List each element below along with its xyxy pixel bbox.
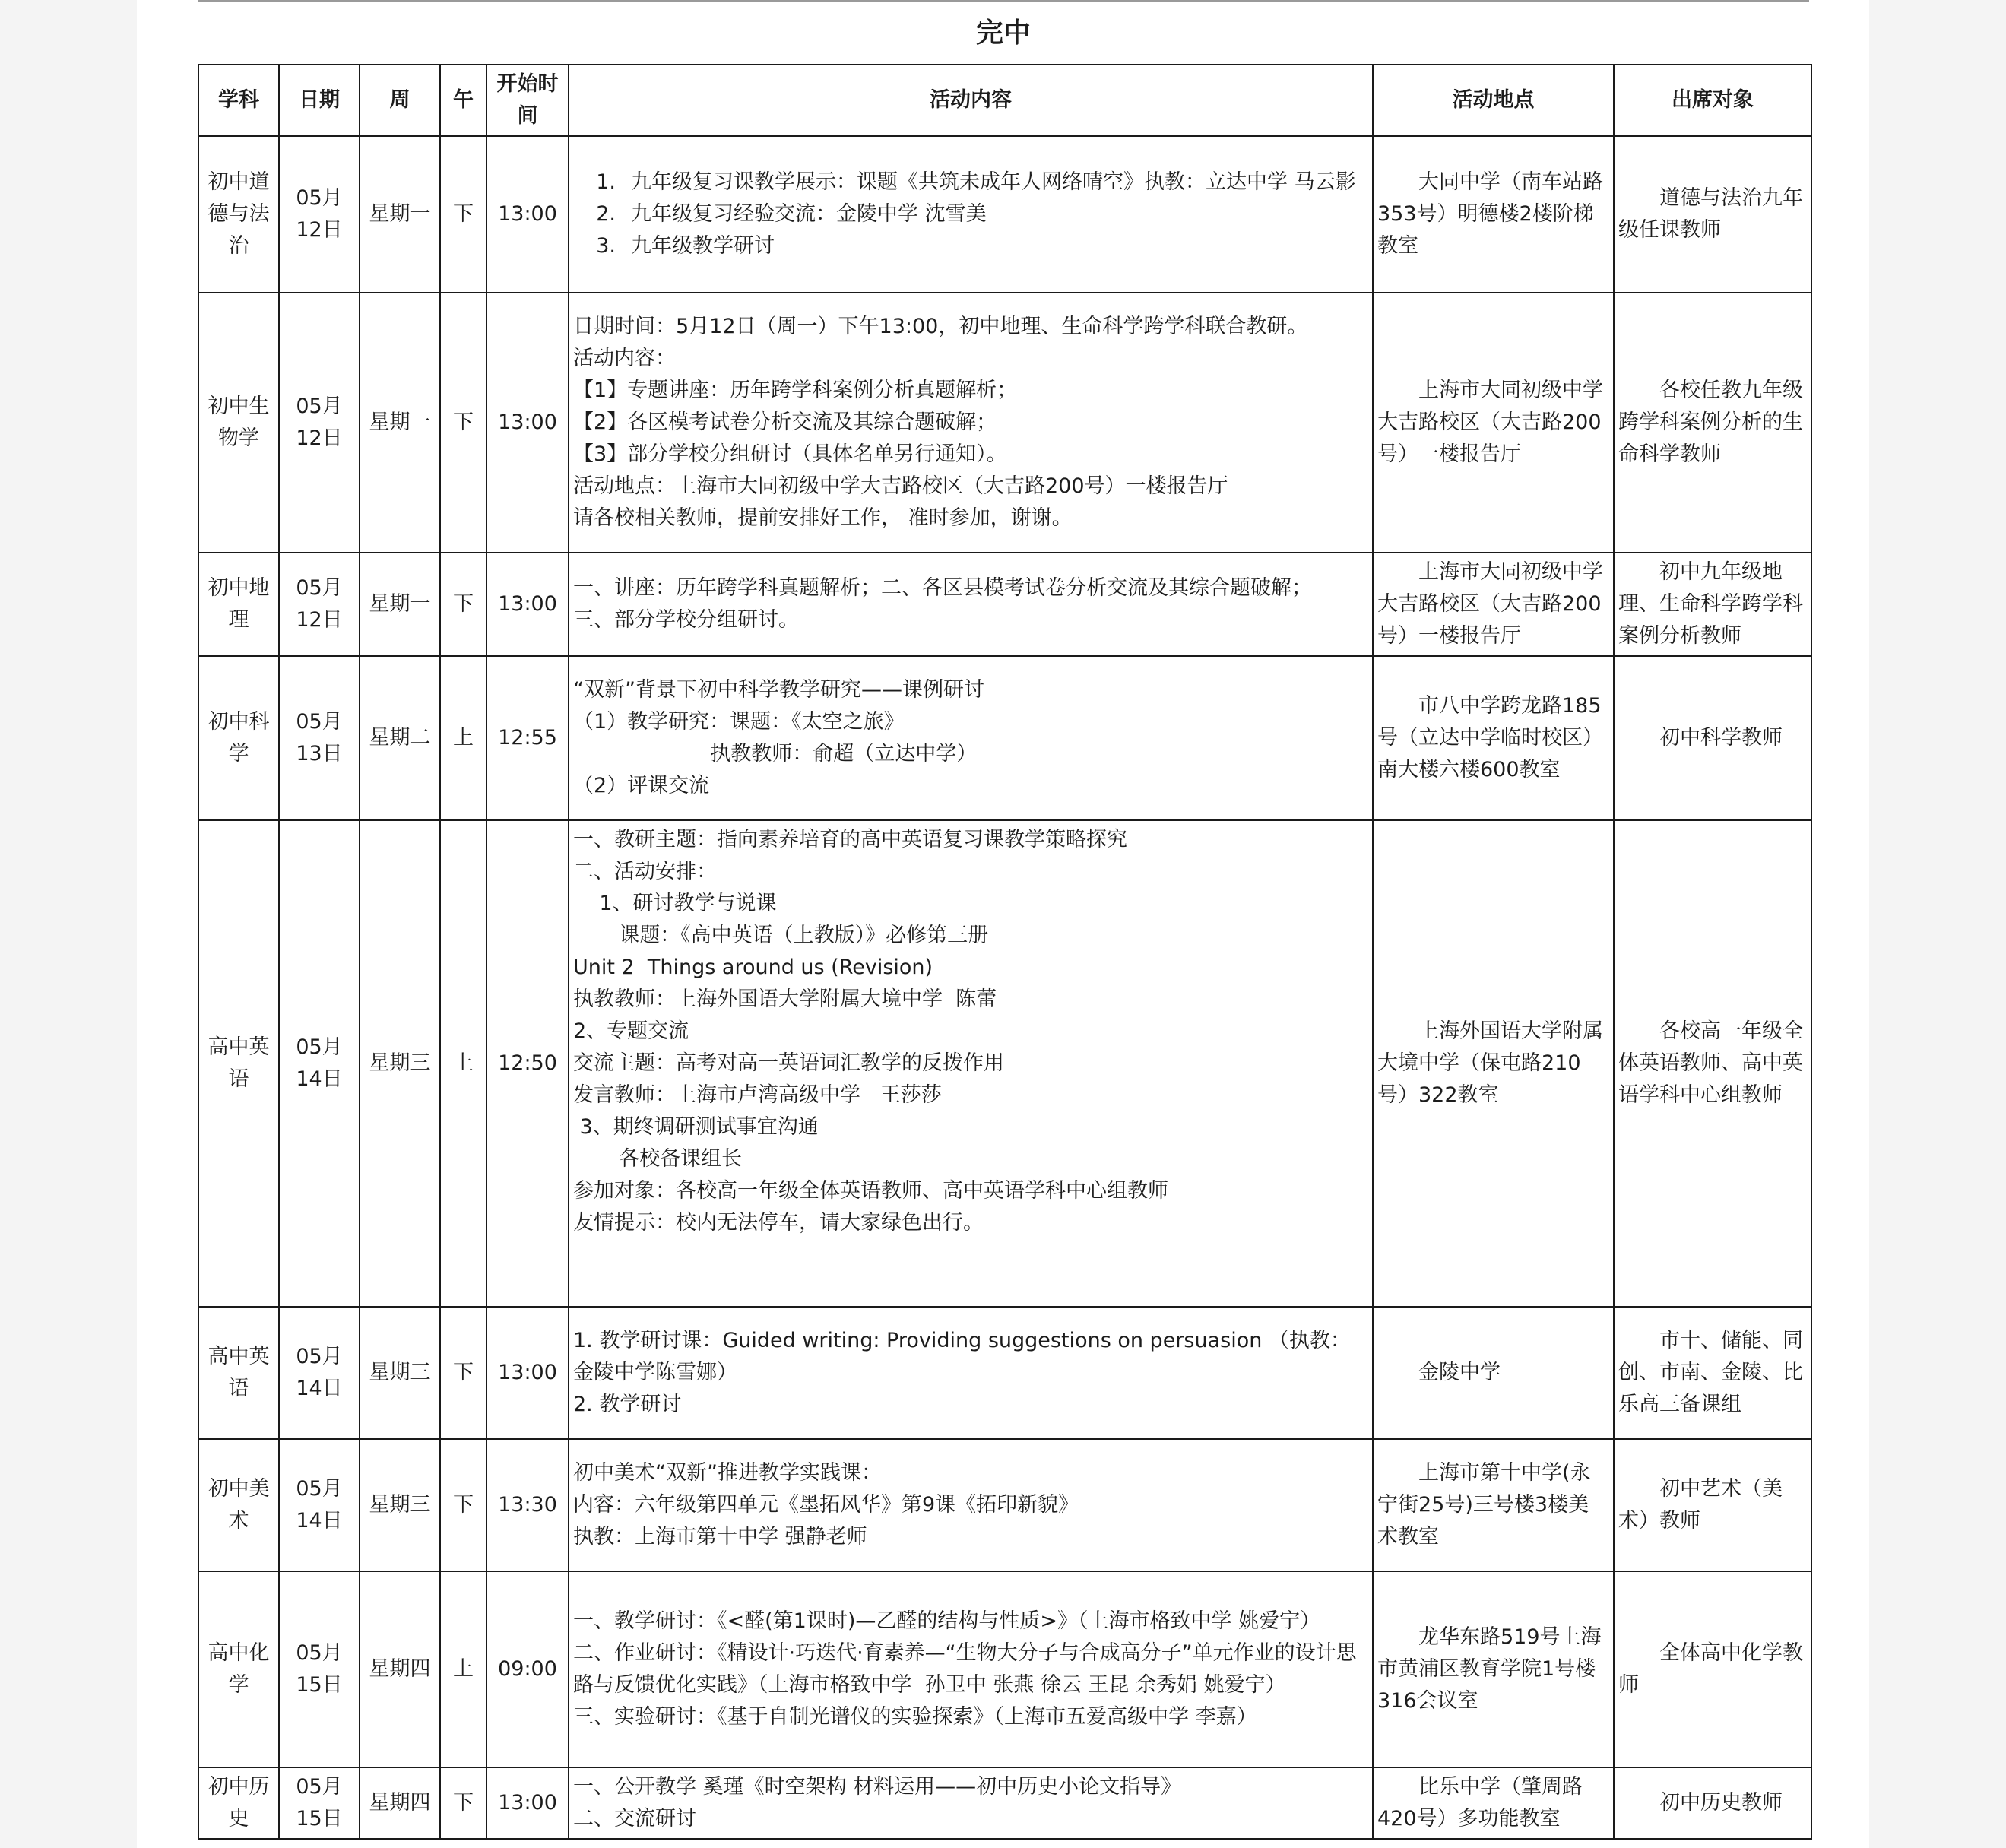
cell-subject: 初中地理	[198, 553, 279, 656]
cell-audience: 道德与法治九年级任课教师	[1614, 136, 1811, 293]
cell-date: 05月15日	[279, 1571, 360, 1767]
cell-audience: 初中艺术（美术）教师	[1614, 1439, 1811, 1571]
cell-subject: 初中美术	[198, 1439, 279, 1571]
content-line: Unit 2 Things around us (Revision)	[573, 956, 933, 979]
content-line: 【3】部分学校分组研讨（具体名单另行通知）。	[573, 442, 1007, 466]
table-row	[198, 293, 1811, 553]
table-row	[198, 136, 1811, 293]
content-line: 初中美术“双新”推进教学实践课：	[573, 1461, 882, 1485]
table-row	[198, 1767, 1811, 1839]
cell-audience: 初中科学教师	[1614, 656, 1811, 820]
cell-weekday: 星期一	[360, 136, 440, 293]
cell-half-day: 上	[440, 656, 486, 820]
content-line: 一、教学研讨：《<醛(第1课时)—乙醛的结构与性质>》（上海市格致中学 姚爱宁）	[573, 1609, 1321, 1633]
cell-content	[569, 656, 1373, 820]
cell-weekday: 星期二	[360, 656, 440, 820]
content-line: “双新”背景下初中科学教学研究——课例研讨	[573, 678, 984, 702]
table-row	[198, 1307, 1811, 1439]
content-line: 友情提示：校内无法停车，请大家绿色出行。	[573, 1211, 984, 1235]
cell-content	[569, 1571, 1373, 1767]
content-line: 一、讲座：历年跨学科真题解析；二、各区县模考试卷分析交流及其综合题破解；	[573, 576, 1312, 600]
content-line: 2. 教学研讨	[573, 1393, 682, 1416]
table-row	[198, 1439, 1811, 1571]
cell-time: 09:00	[486, 1571, 569, 1767]
content-line: 2、专题交流	[573, 1019, 689, 1043]
cell-time: 13:30	[486, 1439, 569, 1571]
list-text: 九年级教学研讨	[631, 234, 775, 258]
cell-time: 13:00	[486, 293, 569, 553]
cell-date: 05月14日	[279, 1439, 360, 1571]
list-item	[573, 230, 1368, 262]
cell-weekday: 星期三	[360, 1439, 440, 1571]
table-header-row	[198, 65, 1811, 136]
cell-time: 13:00	[486, 1767, 569, 1839]
cell-content	[569, 820, 1373, 1307]
content-line: 课题：《高中英语（上教版）》必修第三册	[573, 924, 989, 947]
header-start-time: 开始时间	[486, 65, 569, 136]
header-audience: 出席对象	[1614, 65, 1811, 136]
cell-location: 比乐中学（肇周路420号）多功能教室	[1373, 1767, 1614, 1839]
cell-date: 05月12日	[279, 293, 360, 553]
cell-subject: 初中生物学	[198, 293, 279, 553]
cell-content	[569, 1307, 1373, 1439]
cell-date: 05月12日	[279, 136, 360, 293]
content-line: 执教：上海市第十中学 强静老师	[573, 1525, 867, 1548]
content-line: 执教教师：上海外国语大学附属大境中学 陈蕾	[573, 987, 997, 1011]
cell-date: 05月14日	[279, 1307, 360, 1439]
content-line	[573, 1239, 1368, 1271]
list-number: 1.	[596, 170, 616, 194]
content-line: （2）评课交流	[573, 774, 710, 797]
cell-location: 金陵中学	[1373, 1307, 1614, 1439]
table-row	[198, 553, 1811, 656]
cell-location: 龙华东路519号上海市黄浦区教育学院1号楼316会议室	[1373, 1571, 1614, 1767]
document-title: 完中	[975, 17, 1031, 49]
content-line: 三、实验研讨：《基于自制光谱仪的实验探索》（上海市五爱高级中学 李嘉）	[573, 1705, 1257, 1729]
header-weekday: 周	[360, 65, 440, 136]
cell-half-day: 下	[440, 1307, 486, 1439]
cell-date: 05月15日	[279, 1767, 360, 1839]
cell-weekday: 星期三	[360, 820, 440, 1307]
cell-time: 12:55	[486, 656, 569, 820]
top-divider	[198, 0, 1809, 2]
content-line: 【1】专题讲座：历年跨学科案例分析真题解析；	[573, 379, 1018, 402]
schedule-table	[198, 64, 1812, 1840]
cell-time: 13:00	[486, 553, 569, 656]
cell-subject: 高中英语	[198, 820, 279, 1307]
header-location: 活动地点	[1373, 65, 1614, 136]
cell-subject: 初中历史	[198, 1767, 279, 1839]
content-line: 3、期终调研测试事宜沟通	[573, 1115, 819, 1139]
cell-location: 市八中学跨龙路185号（立达中学临时校区）南大楼六楼600教室	[1373, 656, 1614, 820]
cell-subject: 高中化学	[198, 1571, 279, 1767]
cell-audience: 市十、储能、同创、市南、金陵、比乐高三备课组	[1614, 1307, 1811, 1439]
content-line: 发言教师：上海市卢湾高级中学 王莎莎	[573, 1083, 942, 1107]
content-line: 1. 教学研讨课：Guided writing: Providing suggestions on persuasion （执教：金陵中学陈雪娜）	[573, 1329, 1351, 1384]
table-row	[198, 820, 1811, 1307]
cell-subject: 初中科学	[198, 656, 279, 820]
cell-location: 上海市大同初级中学大吉路校区（大吉路200号）一楼报告厅	[1373, 293, 1614, 553]
content-line: 1、研讨教学与说课	[573, 892, 777, 915]
list-number: 3.	[596, 234, 616, 258]
cell-content	[569, 136, 1373, 293]
cell-time: 12:50	[486, 820, 569, 1307]
content-line: 内容：六年级第四单元《墨拓风华》第9课《拓印新貌》	[573, 1493, 1079, 1517]
content-list	[573, 166, 1368, 262]
cell-half-day: 上	[440, 820, 486, 1307]
content-line: 二、活动安排：	[573, 860, 717, 883]
cell-audience: 各校任教九年级跨学科案例分析的生命科学教师	[1614, 293, 1811, 553]
content-line: （1）教学研究：课题：《太空之旅》	[573, 710, 905, 734]
content-line: 执教教师：俞超（立达中学）	[573, 742, 978, 766]
content-line: 交流主题：高考对高一英语词汇教学的反拨作用	[573, 1051, 1004, 1075]
cell-location: 大同中学（南车站路353号）明德楼2楼阶梯教室	[1373, 136, 1614, 293]
header-half-day: 午	[440, 65, 486, 136]
header-subject: 学科	[198, 65, 279, 136]
cell-weekday: 星期四	[360, 1767, 440, 1839]
cell-audience: 初中九年级地理、生命科学跨学科案例分析教师	[1614, 553, 1811, 656]
cell-subject: 初中道德与法治	[198, 136, 279, 293]
content-line: 日期时间：5月12日（周一）下午13:00，初中地理、生命科学跨学科联合教研。	[573, 315, 1308, 338]
cell-weekday: 星期一	[360, 553, 440, 656]
cell-date: 05月13日	[279, 656, 360, 820]
cell-half-day: 下	[440, 553, 486, 656]
cell-location: 上海市第十中学(永宁街25号)三号楼3楼美术教室	[1373, 1439, 1614, 1571]
content-line: 一、公开教学 奚瑾《时空架构 材料运用——初中历史小论文指导》	[573, 1775, 1182, 1799]
table-row	[198, 1571, 1811, 1767]
cell-time: 13:00	[486, 1307, 569, 1439]
content-line: 各校备课组长	[573, 1147, 743, 1171]
content-line	[573, 1271, 1368, 1303]
cell-half-day: 下	[440, 1767, 486, 1839]
cell-half-day: 下	[440, 293, 486, 553]
content-line: 一、教研主题：指向素养培育的高中英语复习课教学策略探究	[573, 828, 1127, 851]
cell-half-day: 下	[440, 136, 486, 293]
content-line: 参加对象：各校高一年级全体英语教师、高中英语学科中心组教师	[573, 1179, 1168, 1203]
cell-content	[569, 293, 1373, 553]
cell-weekday: 星期四	[360, 1571, 440, 1767]
cell-weekday: 星期三	[360, 1307, 440, 1439]
list-text: 九年级复习经验交流：金陵中学 沈雪美	[631, 202, 987, 226]
cell-audience: 初中历史教师	[1614, 1767, 1811, 1839]
cell-half-day: 下	[440, 1439, 486, 1571]
content-line: 活动地点：上海市大同初级中学大吉路校区（大吉路200号）一楼报告厅	[573, 474, 1228, 498]
cell-content	[569, 1767, 1373, 1839]
cell-time: 13:00	[486, 136, 569, 293]
header-content: 活动内容	[569, 65, 1373, 136]
header-date: 日期	[279, 65, 360, 136]
cell-content	[569, 553, 1373, 656]
page	[137, 0, 1869, 1848]
cell-weekday: 星期一	[360, 293, 440, 553]
cell-date: 05月14日	[279, 820, 360, 1307]
list-item	[573, 166, 1368, 198]
table-row	[198, 656, 1811, 820]
cell-half-day: 上	[440, 1571, 486, 1767]
cell-date: 05月12日	[279, 553, 360, 656]
cell-location: 上海外国语大学附属大境中学（保屯路210号）322教室	[1373, 820, 1614, 1307]
cell-content	[569, 1439, 1373, 1571]
list-item	[573, 198, 1368, 230]
content-line: 【2】各区模考试卷分析交流及其综合题破解；	[573, 410, 997, 434]
content-line: 三、部分学校分组研讨。	[573, 608, 799, 632]
cell-audience: 全体高中化学教师	[1614, 1571, 1811, 1767]
list-number: 2.	[596, 202, 616, 226]
cell-audience: 各校高一年级全体英语教师、高中英语学科中心组教师	[1614, 820, 1811, 1307]
content-line: 活动内容：	[573, 347, 676, 370]
cell-location: 上海市大同初级中学大吉路校区（大吉路200号）一楼报告厅	[1373, 553, 1614, 656]
list-text: 九年级复习课教学展示：课题《共筑未成年人网络晴空》执教：立达中学 马云影	[631, 170, 1356, 194]
content-line: 二、交流研讨	[573, 1807, 696, 1831]
content-line: 请各校相关教师，提前安排好工作， 准时参加，谢谢。	[573, 506, 1073, 530]
content-line: 二、作业研讨：《精设计·巧迭代·育素养—“生物大分子与合成高分子”单元作业的设计思路与反馈优化实践》（上海市格致中学 孙卫中 张燕 徐云 王昆 余秀娟 姚爱宁）	[573, 1641, 1357, 1697]
cell-subject: 高中英语	[198, 1307, 279, 1439]
